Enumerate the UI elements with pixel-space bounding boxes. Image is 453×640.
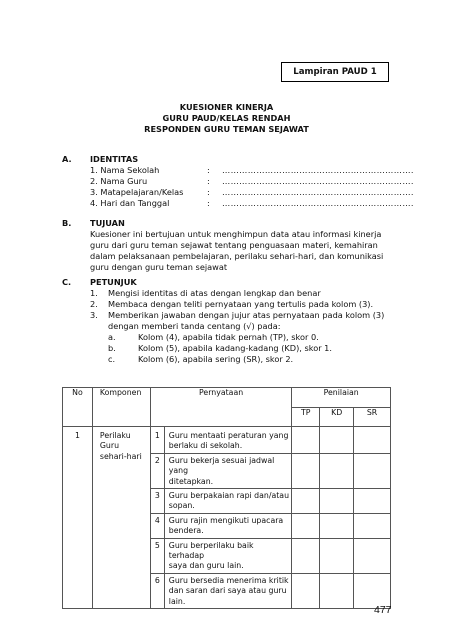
score-tp-cell[interactable] [292,538,320,573]
header-komponen: Komponen [92,388,150,427]
component-cell [92,427,150,609]
instruction-number: 2. [90,299,98,309]
score-sr-cell[interactable] [354,538,391,573]
statement-number: 4 [150,513,164,538]
identity-dots: …………………………………………………………. [222,176,414,186]
score-tp-cell[interactable] [292,427,320,454]
identity-colon: : [207,165,210,175]
instruction-text: Mengisi identitas di atas dengan lengkap dan benar [108,288,321,298]
identity-dots: …………………………………………………………. [222,198,414,208]
section-c-title: PETUNJUK [90,277,137,287]
component-line: Perilaku [99,431,131,440]
score-kd-cell[interactable] [320,538,354,573]
score-kd-cell[interactable] [320,427,354,454]
statement-line: berlaku di sekolah. [168,441,243,451]
score-tp-cell[interactable] [292,513,320,538]
identity-dots: …………………………………………………………. [222,165,414,175]
subitem-letter: c. [108,354,116,364]
purpose-line: guru dengan guru teman sejawat [90,262,228,272]
score-tp-cell[interactable] [292,453,320,488]
title-line-1: KUESIONER KINERJA [179,102,274,112]
page-number: 477 [374,604,392,616]
title-line-3: RESPONDEN GURU TEMAN SEJAWAT [144,124,309,134]
purpose-line: dalam pelaksanaan pembelajaran, perilaku sehari-hari, dan komunikasi [90,251,384,261]
instruction-number: 1. [90,288,98,298]
subitem-text: Kolom (5), apabila kadang-kadang (KD), skor 1. [138,343,332,353]
statement-line: Guru berpakaian rapi dan/atau [168,491,290,501]
subitem-letter: b. [108,343,116,353]
statement-line: Guru bersedia menerima kritik [168,575,289,585]
statement-text [164,513,292,538]
component-line: Guru [99,441,120,451]
section-b-letter: B. [62,218,72,228]
statement-text [164,573,292,608]
identity-dots: …………………………………………………………. [222,187,414,197]
statement-line: ditetapkan. [168,476,214,486]
instruction-text: Memberikan jawaban dengan jujur atas pernyataan pada kolom (3) [108,310,385,320]
score-sr-cell[interactable] [354,513,391,538]
header-pernyataan: Pernyataan [150,388,292,427]
component-line: sehari-hari [99,451,142,461]
statement-line: sopan. [168,501,195,511]
statement-number: 1 [150,427,164,454]
section-c-letter: C. [62,277,72,287]
row-number: 1 [63,427,93,609]
statement-line: bendera. [168,526,204,536]
statement-number: 3 [150,489,164,514]
score-sr-cell[interactable] [354,489,391,514]
subitem-letter: a. [108,332,116,342]
statement-line: Guru mentaati peraturan yang [168,431,289,440]
appendix-tag: Lampiran PAUD 1 [281,62,389,82]
purpose-line: guru dari guru teman sejawat tentang penguasaan materi, kemahiran [90,240,378,250]
statement-line: Guru rajin mengikuti upacara [168,515,284,525]
section-b-title: TUJUAN [90,218,125,228]
identity-label: 3. Matapelajaran/Kelas [90,187,184,197]
score-sr-cell[interactable] [354,453,391,488]
identity-label: 1. Nama Sekolah [90,165,160,175]
header-penilaian: Penilaian [292,388,391,408]
score-sr-cell[interactable] [354,427,391,454]
statement-line: Guru bekerja sesuai jadwal yang [168,455,275,476]
instruction-text: dengan memberi tanda centang (√) pada: [108,321,281,331]
statement-line: dan saran dari saya atau guru [168,586,287,596]
score-kd-cell[interactable] [320,513,354,538]
statement-text [164,489,292,514]
statement-line: lain. [168,596,186,606]
header-kd: KD [320,408,354,427]
table-row [63,427,391,454]
section-a-letter: A. [62,154,72,164]
header-tp: TP [292,408,320,427]
statement-text [164,538,292,573]
identity-label: 4. Hari dan Tanggal [90,198,170,208]
title-line-2: GURU PAUD/KELAS RENDAH [162,113,291,123]
header-no: No [63,388,93,427]
questionnaire-table [62,387,391,609]
subitem-text: Kolom (6), apabila sering (SR), skor 2. [138,354,294,364]
score-kd-cell[interactable] [320,573,354,608]
score-tp-cell[interactable] [292,573,320,608]
statement-number: 2 [150,453,164,488]
statement-number: 6 [150,573,164,608]
identity-label: 2. Nama Guru [90,176,148,186]
header-sr: SR [354,408,391,427]
statement-number: 5 [150,538,164,573]
score-tp-cell[interactable] [292,489,320,514]
score-kd-cell[interactable] [320,453,354,488]
statement-line: saya dan guru lain. [168,561,244,571]
purpose-line: Kuesioner ini bertujuan untuk menghimpun data atau informasi kinerja [90,229,382,239]
identity-colon: : [207,198,210,208]
identity-colon: : [207,187,210,197]
instruction-text: Membaca dengan teliti pernyataan yang tertulis pada kolom (3). [108,299,374,309]
instruction-number: 3. [90,310,98,320]
subitem-text: Kolom (4), apabila tidak pernah (TP), skor 0. [138,332,319,342]
score-kd-cell[interactable] [320,489,354,514]
statement-line: Guru berperilaku baik terhadap [168,540,254,561]
identity-colon: : [207,176,210,186]
statement-text [164,427,292,454]
statement-text [164,453,292,488]
section-a-title: IDENTITAS [90,154,139,164]
